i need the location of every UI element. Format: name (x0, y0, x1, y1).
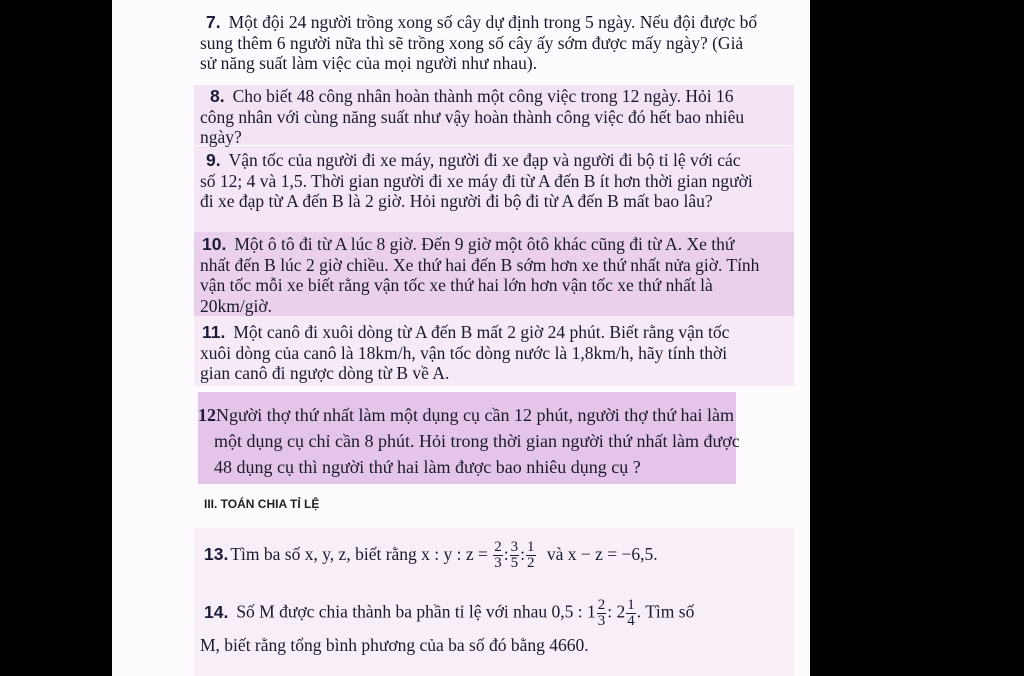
fraction: $\frac{3}{5}$ (510, 539, 519, 571)
problem-13: 13. Tìm ba số x, y, z, biết rằng x : y : z = $\frac{2}{3}$ : $\frac{3}{5}$ : $\frac{1}{2}$ và x − z = −6,5. (204, 539, 658, 571)
section-title: III. TOÁN CHIA TỈ LỆ (204, 497, 320, 511)
problem-10: 10. Một ô tô đi từ A lúc 8 giờ. Đến 9 giờ một ôtô khác cũng đi từ A. Xe thứ nhất đến B lúc 2 giờ chiều. Xe thứ hai đến B sớm hơn xe thứ nhất nửa giờ. Tính vận tốc mỗi xe biết rằng vận tốc xe thứ hai lớn hơn vận tốc xe thứ nhất là 20km/giờ. (200, 234, 760, 316)
problem-14: 14. Số M được chia thành ba phần tỉ lệ với nhau 0,5 : 1 $\frac{2}{3}$ : 2 $\frac{1}{4}$ . Tìm số M, biết rằng tổng bình phương của ba số đó bằng 4660. (200, 597, 695, 655)
problem-8: 8. Cho biết 48 công nhân hoàn thành một công việc trong 12 ngày. Hỏi 16 công nhân với cùng năng suất như vậy hoàn thành công việc đó hết bao nhiêu ngày? (200, 86, 745, 147)
fraction: $\frac{1}{4}$ (627, 597, 635, 629)
problem-9: 9. Vận tốc của người đi xe máy, người đi xe đạp và người đi bộ tỉ lệ với các số 12; 4 và 1,5. Thời gian người đi xe máy đi từ A đến B ít hơn thời gian người đi xe đạp từ A đến B là 2 giờ. Hỏi người đi bộ đi từ A đến B mất bao lâu? (200, 150, 753, 211)
document-page (112, 0, 810, 676)
problem-7: 7. Một đội 24 người trồng xong số cây dự định trong 5 ngày. Nếu đội được bổ sung thêm 6 người nữa thì sẽ trồng xong số cây ấy sớm được mấy ngày? (Giả sử năng suất làm việc của mọi người như nhau). (200, 12, 758, 73)
problem-12: 12Người thợ thứ nhất làm một dụng cụ cần 12 phút, người thợ thứ hai làm một dụng cụ chỉ cần 8 phút. Hỏi trong thời gian người thứ nhất làm được 48 dụng cụ thì người thứ hai làm được bao nhiêu dụng cụ ? (198, 405, 740, 477)
fraction: $\frac{1}{2}$ (527, 539, 535, 571)
fraction: $\frac{2}{3}$ (494, 539, 502, 571)
fraction: $\frac{2}{3}$ (597, 597, 606, 629)
problem-11: 11. Một canô đi xuôi dòng từ A đến B mất 2 giờ 24 phút. Biết rằng vận tốc xuôi dòng của canô là 18km/h, vận tốc dòng nước là 1,8km/h, hãy tính thời gian canô đi ngược dòng từ B về A. (200, 322, 730, 383)
